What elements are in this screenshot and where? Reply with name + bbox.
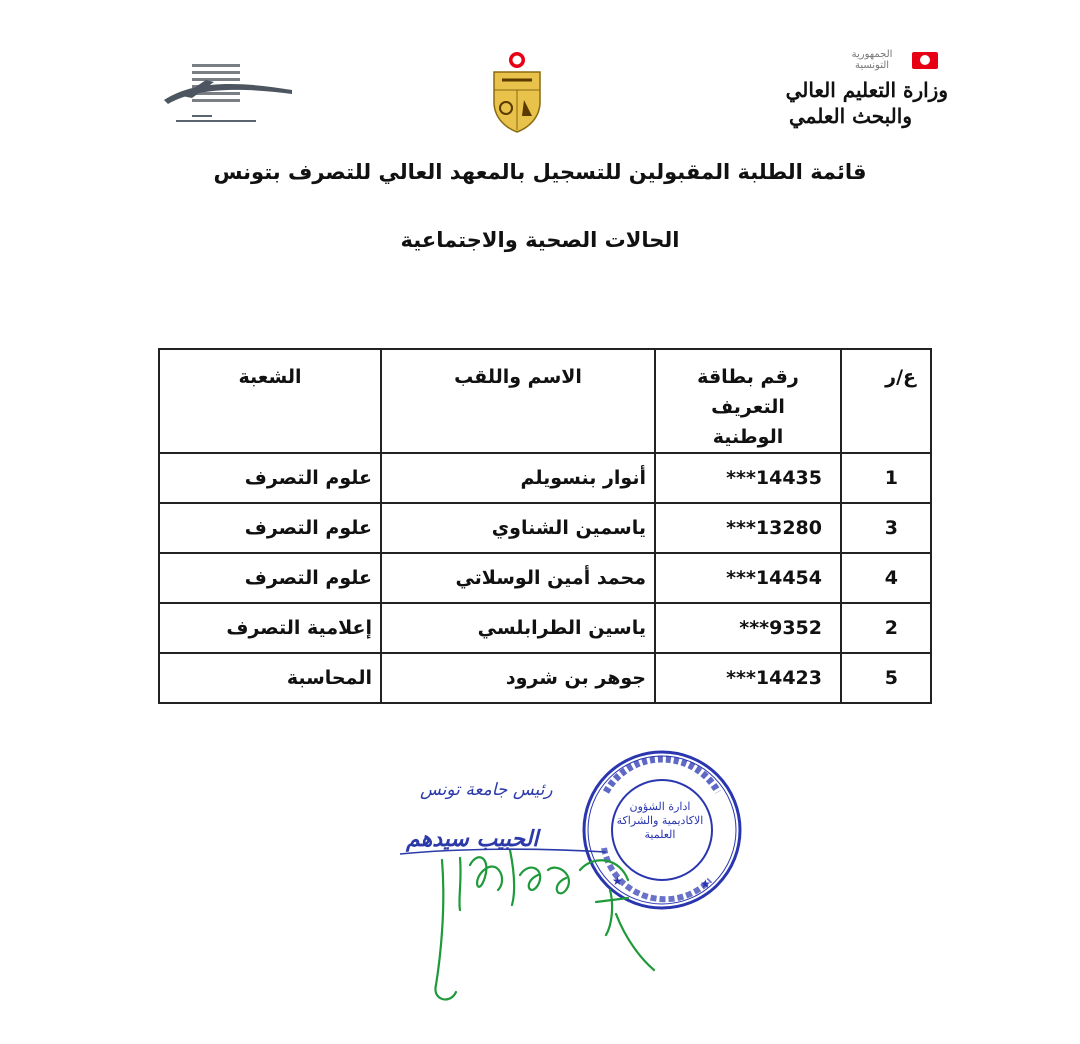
university-logo [162, 60, 294, 130]
cell-num-text: 3 [884, 517, 898, 539]
cell-national-id-text: ***14423 [726, 667, 822, 689]
cell-num-text: 1 [884, 467, 898, 489]
cell-branch-text: المحاسبة [286, 667, 372, 689]
table-row [159, 653, 931, 703]
svg-text:★: ★ [700, 877, 711, 891]
ministry-name-line2: والبحث العلمي [788, 104, 912, 128]
republic-label: الجمهورية التونسية [851, 49, 893, 71]
cell-num [841, 453, 931, 503]
handwritten-signature [435, 850, 654, 999]
cell-num [841, 553, 931, 603]
cell-full-name-text: أنوار بنسويلم [520, 467, 646, 489]
cell-branch-text: علوم التصرف [244, 517, 372, 539]
signatory-title: رئيس جامعة تونس [420, 780, 553, 800]
tunisia-coat-of-arms [484, 50, 550, 134]
cell-national-id [655, 553, 841, 603]
cell-branch [159, 653, 381, 703]
cell-num [841, 503, 931, 553]
cell-national-id [655, 453, 841, 503]
cell-national-id [655, 503, 841, 553]
table-row [159, 553, 931, 603]
table-header-row [159, 349, 931, 453]
cell-national-id [655, 653, 841, 703]
document-subtitle: الحالات الصحية والاجتماعية [400, 228, 680, 252]
header-branch: الشعبة [159, 349, 381, 453]
cell-branch [159, 553, 381, 603]
header-name: الاسم واللقب [381, 349, 655, 453]
cell-num [841, 653, 931, 703]
cell-national-id-text: ***13280 [726, 517, 822, 539]
header-num: ع/ر [841, 349, 931, 453]
cell-full-name [381, 603, 655, 653]
cell-full-name [381, 453, 655, 503]
ministry-logo [785, 40, 950, 136]
table-row [159, 503, 931, 553]
cell-full-name [381, 553, 655, 603]
cell-full-name-text: ياسمين الشناوي [491, 517, 646, 539]
cell-branch-text: علوم التصرف [244, 467, 372, 489]
svg-text:★: ★ [612, 874, 623, 888]
document-title: قائمة الطلبة المقبولين للتسجيل بالمعهد العالي للتصرف بتونس [213, 160, 867, 184]
cell-num [841, 603, 931, 653]
cell-branch [159, 503, 381, 553]
signature-block [380, 730, 760, 1030]
cell-branch [159, 603, 381, 653]
tunisia-flag-icon [912, 52, 938, 69]
cell-national-id-text: ***14454 [726, 567, 822, 589]
cell-full-name-text: جوهر بن شرود [505, 667, 646, 689]
cell-branch-text: علوم التصرف [244, 567, 372, 589]
table-row [159, 603, 931, 653]
cell-branch [159, 453, 381, 503]
cell-national-id-text: ***9352 [739, 617, 822, 639]
cell-num-text: 5 [884, 667, 898, 689]
cell-national-id-text: ***14435 [726, 467, 822, 489]
cell-full-name-text: محمد أمين الوسلاتي [455, 567, 646, 589]
ministry-name-line1: وزارة التعليم العالي [785, 78, 948, 102]
cell-full-name [381, 653, 655, 703]
accepted-students-table [158, 348, 932, 704]
cell-num-text: 2 [884, 617, 898, 639]
header-id-line1: رقم بطاقة التعريف [697, 366, 799, 418]
cell-full-name-text: ياسين الطرابلسي [477, 617, 646, 639]
stamp-center-text: ادارة الشؤون الاكاديمية والشراكة العلمية [616, 800, 704, 841]
cell-branch-text: إعلامية التصرف [226, 617, 372, 639]
cell-num-text: 4 [884, 567, 898, 589]
signature-and-stamp-drawing [380, 730, 760, 1030]
cell-full-name [381, 503, 655, 553]
header-id-line2: الوطنية [712, 426, 784, 448]
signatory-name: الحبيب سيدهم [406, 826, 539, 852]
cell-national-id [655, 603, 841, 653]
header-id [655, 349, 841, 453]
table-row [159, 453, 931, 503]
